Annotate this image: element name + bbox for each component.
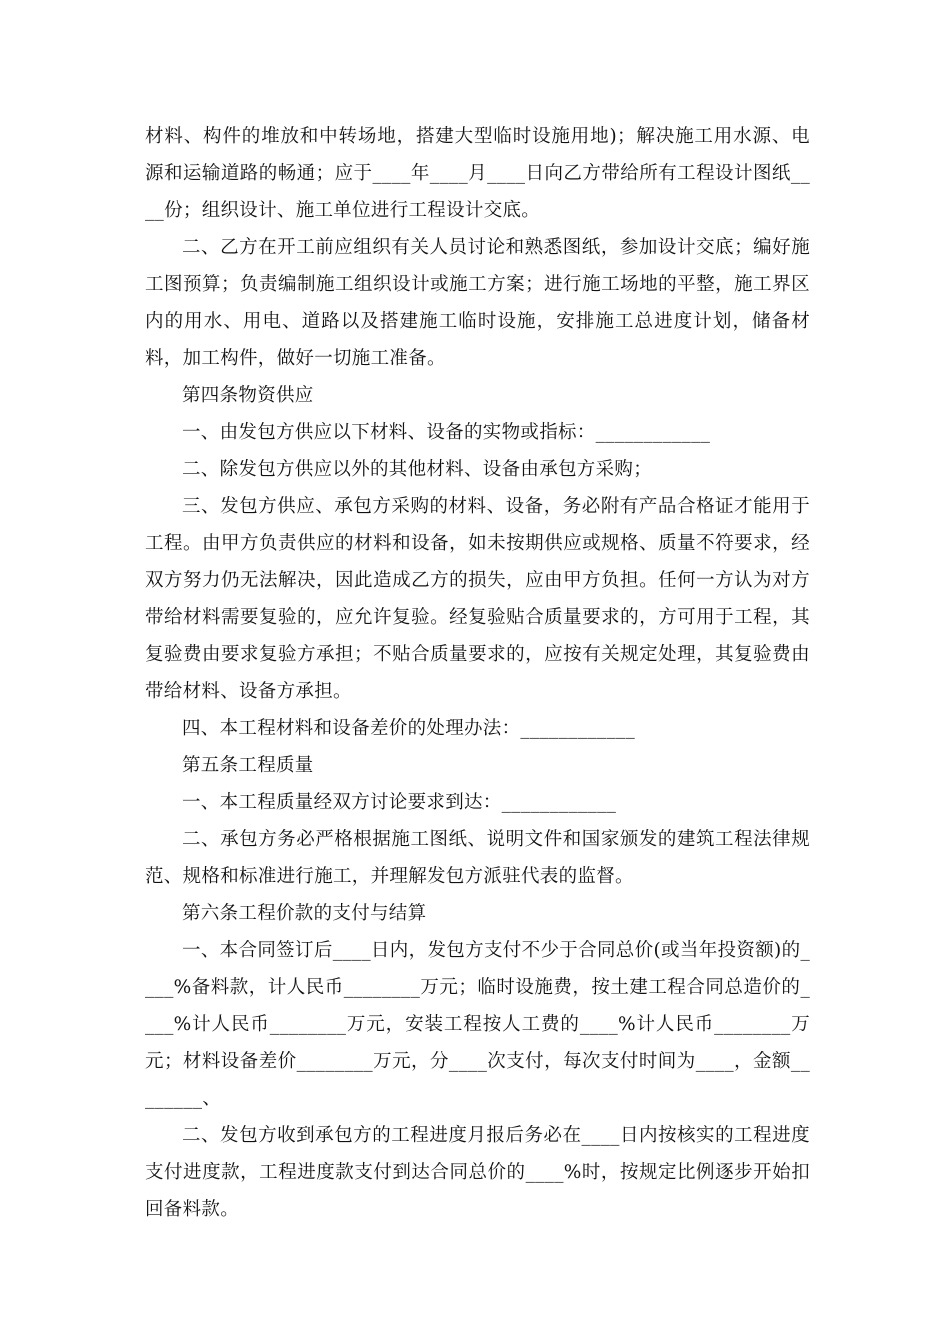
paragraph: 二、发包方收到承包方的工程进度月报后务必在____日内按核实的工程进度支付进度款，工程进度款支付到达合同总价的____%时，按规定比例逐步开始扣回备料款。	[145, 1125, 810, 1220]
section-heading: 第五条工程质量	[182, 755, 314, 776]
document-body	[145, 118, 810, 1228]
paragraph: 二、乙方在开工前应组织有关人员讨论和熟悉图纸，参加设计交底；编好施工图预算；负责编制施工组织设计或施工方案；进行施工场地的平整，施工界区内的用水、用电、道路以及搭建施工临时设施，安排施工总进度计划，储备材料，加工构件，做好一切施工准备。	[145, 237, 810, 369]
paragraph: 一、本合同签订后____日内，发包方支付不少于合同总价(或当年投资额)的____%备料款，计人民币________万元；临时设施费，按土建工程合同总造价的____%计人民币________万元，安装工程按人工费的____%计人民币________万元；材料设备差价________万元，分____次支付，每次支付时间为____，金额________、	[145, 940, 810, 1109]
section-heading: 第六条工程价款的支付与结算	[182, 903, 427, 924]
paragraph: 二、承包方务必严格根据施工图纸、说明文件和国家颁发的建筑工程法律规范、规格和标准进行施工，并理解发包方派驻代表的监督。	[145, 829, 810, 887]
paragraph: 四、本工程材料和设备差价的处理办法：____________	[182, 718, 636, 739]
paragraph: 一、本工程质量经双方讨论要求到达：____________	[182, 792, 617, 813]
paragraph: 二、除发包方供应以外的其他材料、设备由承包方采购；	[182, 459, 653, 480]
section-heading: 第四条物资供应	[182, 385, 314, 406]
paragraph: 一、由发包方供应以下材料、设备的实物或指标：____________	[182, 422, 711, 443]
paragraph: 三、发包方供应、承包方采购的材料、设备，务必附有产品合格证才能用于工程。由甲方负责供应的材料和设备，如未按期供应或规格、质量不符要求，经双方努力仍无法解决，因此造成乙方的损失，应由甲方负担。任何一方认为对方带给材料需要复验的，应允许复验。经复验贴合质量要求的，方可用于工程，其复验费由要求复验方承担；不贴合质量要求的，应按有关规定处理，其复验费由带给材料、设备方承担。	[145, 496, 810, 702]
paragraph: 材料、构件的堆放和中转场地，搭建大型临时设施用地)；解决施工用水源、电源和运输道路的畅通；应于____年____月____日向乙方带给所有工程设计图纸____份；组织设计、施工单位进行工程设计交底。	[145, 126, 810, 221]
